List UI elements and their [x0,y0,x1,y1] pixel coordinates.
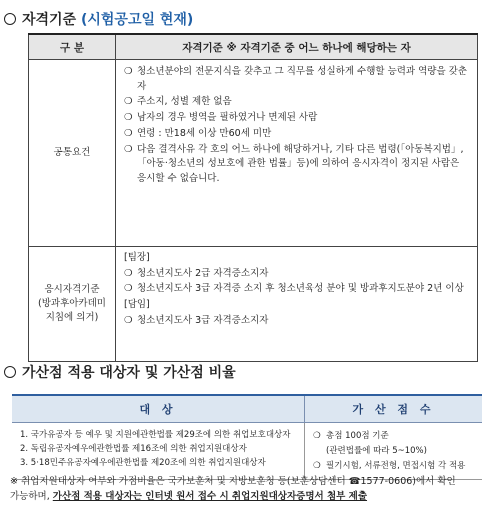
section1-subtitle: (시험공고일 현재) [80,12,194,28]
circle-bullet-icon [4,13,16,25]
points-list [305,423,483,480]
footnote-emphasis: 가산점 적용 대상자는 인터넷 원서 접수 시 취업지원대상자증명서 첨부 제출 [52,491,368,503]
footnote [10,474,490,504]
qualification-table [28,33,478,362]
group-title-homeroom: [담임] [124,299,150,311]
list-item: ❍ 청소년지도사 2급 자격증소지자 [124,267,269,279]
list-item: (관련법률에 따라 5~10%) [326,446,427,457]
header-points: 가 산 점 수 [305,395,483,423]
list-item: ❍ 남자의 경우 병역을 필하였거나 면제된 사람 [124,112,318,124]
qualification-label: 응시자격기준 (방과후아카데미 지침에 의거) [29,247,116,362]
list-item: ❍ 다음 결격사유 각 호의 어느 하나에 해당하거나, 기타 다른 법령(「아동복지법」,「아동·청소년의 성보호에 관한 법률」등)에 의하여 응시자격이 정지된 사람은 응시할 수 없습니다. [124,143,464,185]
section2-heading [4,362,236,382]
list-item: ❍ 필기시험, 서류전형, 면접시험 각 적용 [313,461,466,472]
list-item: 2. 독립유공자예우에관한법률 제16조에 의한 취업지원대상자 [20,444,247,455]
footnote-line1: ※ 취업지원대상자 여부와 가점비율은 국가보훈처 및 지방보훈청 등(보훈상담센터 ☎1577-0606)에서 확인 [10,476,456,487]
common-label: 공통요건 [29,60,116,247]
bonus-table [12,394,482,480]
target-list [12,423,305,480]
list-item: 3. 5·18민주유공자예우에관한법률 제20조에 의한 취업지원대상자 [20,458,266,469]
section2-title: 가산점 적용 대상자 및 가산점 비율 [22,365,236,381]
list-item: ❍ 청소년지도사 3급 자격증소지자 [124,314,269,326]
list-item: ❍ 주소지, 성별 제한 없음 [124,96,232,108]
qualification-items [116,247,478,362]
list-item: ❍ 청소년분야의 전문지식을 갖추고 그 직무를 성실하게 수행할 능력과 역량을 갖춘 자 [124,66,468,92]
header-content: 자격기준 ※ 자격기준 중 어느 하나에 해당하는 자 [116,34,478,60]
list-item: ❍ 청소년지도사 3급 자격증 소지 후 청소년육성 분야 및 방과후지도분야 2년 이상 [124,283,464,295]
circle-bullet-icon [4,366,16,378]
group-title-leader: [팀장] [124,252,150,263]
footnote-line2: 가능하며, 가산점 적용 대상자는 인터넷 원서 접수 시 취업지원대상자증명서 첨부 제출 [10,491,368,503]
section1-heading [4,9,193,29]
list-item: ❍ 연령 : 만18세 이상 만60세 미만 [124,127,272,139]
header-category: 구 분 [29,34,116,60]
list-item: ❍ 총점 100점 기준 [313,431,389,441]
common-items [116,60,478,247]
list-item: 1. 국가유공자 등 예우 및 지원에관한법률 제29조에 의한 취업보호대상자 [20,430,291,440]
header-target: 대 상 [12,395,305,423]
section1-title: 자격기준 [22,12,77,28]
